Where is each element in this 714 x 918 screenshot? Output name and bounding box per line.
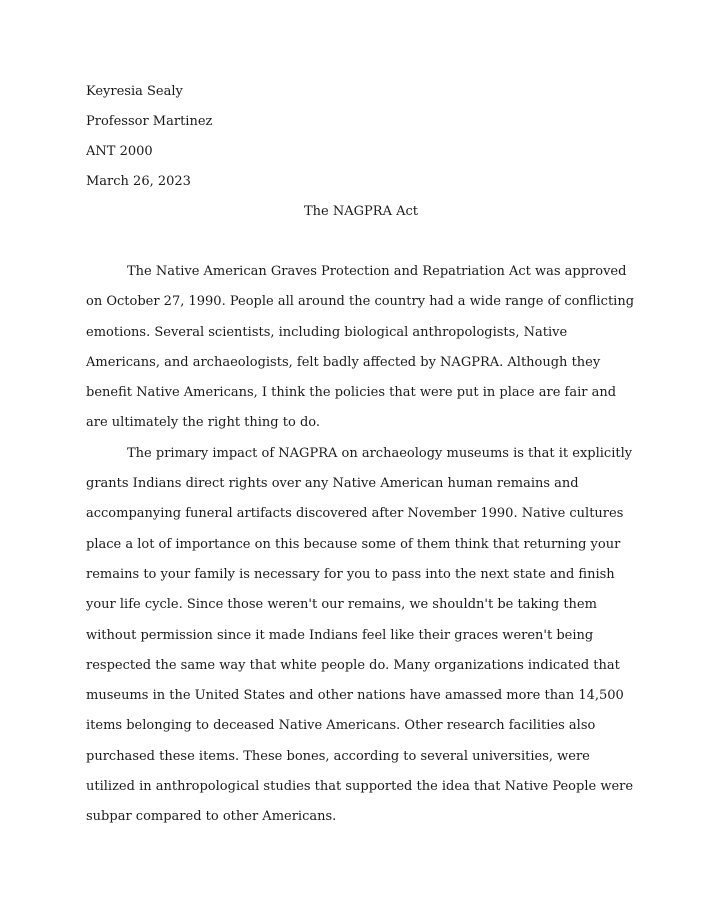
- paragraph-line: items belonging to deceased Native Americans. Other research facilities also: [86, 718, 596, 734]
- document-title: The NAGPRA Act: [304, 204, 418, 219]
- paragraph-line: your life cycle. Since those weren't our remains, we shouldn't be taking them: [86, 597, 597, 613]
- paragraph-line: The Native American Graves Protection and Repatriation Act was approved: [127, 264, 627, 279]
- professor-name: Professor Martinez: [86, 114, 213, 129]
- paragraph-line: subpar compared to other Americans.: [86, 809, 337, 825]
- paragraph-line: place a lot of importance on this because some of them think that returning your: [86, 536, 621, 552]
- paragraph-line: without permission since it made Indians feel like their graces weren't being: [86, 627, 594, 643]
- paragraph: [86, 262, 646, 444]
- paragraph-line: accompanying funeral artifacts discovered after November 1990. Native cultures: [86, 506, 624, 522]
- paragraph-line: respected the same way that white people do. Many organizations indicated that: [86, 657, 620, 673]
- paragraph: [86, 444, 646, 838]
- paragraph-line: utilized in anthropological studies that supported the idea that Native People were: [86, 779, 634, 795]
- paragraph-line: Americans, and archaeologists, felt badly affected by NAGPRA. Although they: [86, 354, 601, 370]
- paragraph-line: on October 27, 1990. People all around the country had a wide range of conflicting: [86, 294, 635, 310]
- paragraph-line: are ultimately the right thing to do.: [86, 415, 320, 431]
- author-name: Keyresia Sealy: [86, 84, 183, 99]
- paragraph-line: benefit Native Americans, I think the policies that were put in place are fair and: [86, 385, 617, 401]
- course-code: ANT 2000: [86, 144, 153, 159]
- document-date: March 26, 2023: [86, 174, 191, 189]
- document-body: [86, 262, 646, 838]
- paragraph-line: purchased these items. These bones, according to several universities, were: [86, 748, 590, 764]
- paragraph-line: emotions. Several scientists, including biological anthropologists, Native: [86, 324, 568, 340]
- paragraph-line: grants Indians direct rights over any Native American human remains and: [86, 476, 579, 492]
- paragraph-line: The primary impact of NAGPRA on archaeology museums is that it explicitly: [127, 445, 633, 461]
- paragraph-line: museums in the United States and other nations have amassed more than 14,500: [86, 688, 624, 704]
- paragraph-line: remains to your family is necessary for you to pass into the next state and finish: [86, 566, 615, 582]
